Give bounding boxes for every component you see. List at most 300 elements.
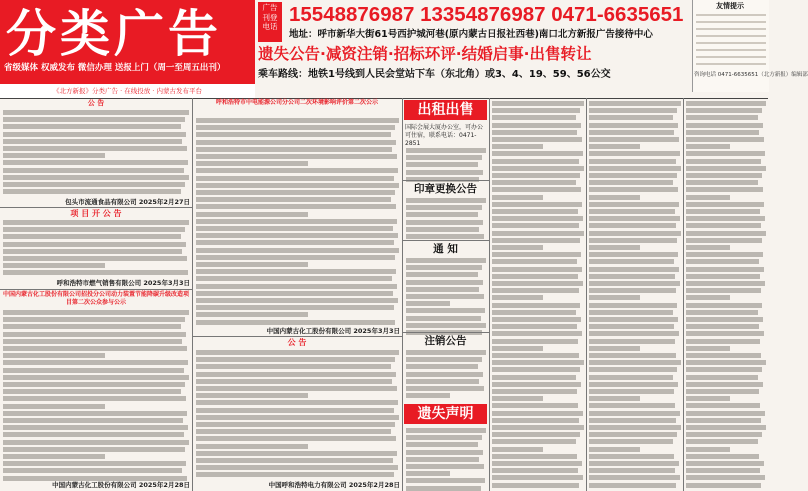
text-line — [492, 274, 578, 279]
text-line — [406, 212, 478, 217]
text-line — [686, 238, 762, 243]
text-line — [406, 162, 478, 167]
text-line — [589, 209, 675, 214]
column-divider — [586, 98, 587, 491]
text-line — [686, 245, 730, 250]
notice-signature: 呼和浩特市燃气销售有限公司 2025年3月3日 — [56, 279, 190, 287]
text-line — [589, 468, 675, 473]
text-line — [686, 295, 730, 300]
text-line — [3, 346, 187, 351]
text-line — [589, 223, 676, 228]
text-line — [492, 303, 580, 308]
text-line — [589, 375, 673, 380]
text-line — [196, 219, 397, 224]
text-line — [492, 238, 580, 243]
text-line — [406, 272, 478, 277]
notice-signature: 包头市流通食品有限公司 2025年2月27日 — [65, 198, 190, 206]
text-line — [492, 288, 579, 293]
text-line — [686, 202, 764, 207]
text-line — [3, 382, 185, 387]
text-line — [3, 332, 186, 337]
text-line — [589, 180, 673, 185]
text-line — [589, 288, 676, 293]
text-line — [196, 269, 396, 274]
text-line — [686, 439, 758, 444]
text-line — [196, 393, 308, 398]
phone-numbers: 15548876987 13354876987 0471-6635651 — [289, 3, 684, 26]
text-line — [589, 339, 675, 344]
text-line — [686, 123, 763, 128]
text-line — [196, 147, 392, 152]
notice-signature: 中国呼和浩特电力有限公司 2025年2月28日 — [268, 481, 400, 489]
text-line — [686, 468, 760, 473]
text-line — [589, 108, 677, 113]
text-line — [406, 198, 486, 203]
text-line — [492, 418, 579, 423]
text-line — [406, 393, 450, 398]
text-line — [589, 303, 677, 308]
text-line — [3, 175, 189, 180]
text-line — [196, 284, 397, 289]
text-line — [686, 360, 766, 365]
text-line — [686, 303, 762, 308]
text-line — [406, 170, 483, 175]
text-line — [492, 353, 579, 358]
text-line — [492, 281, 583, 286]
divider — [403, 180, 489, 181]
text-line — [196, 204, 396, 209]
text-line — [492, 144, 543, 149]
text-line — [589, 396, 640, 401]
column-divider — [683, 98, 684, 491]
text-line — [3, 454, 105, 459]
text-line — [406, 357, 482, 362]
text-line — [196, 176, 394, 181]
text-line — [589, 166, 681, 171]
text-line — [3, 432, 184, 437]
text-line — [589, 137, 679, 142]
bus-route: 乘车路线：地铁1号线到人民会堂站下车（东北角）或3、4、19、59、56公交 — [258, 69, 611, 80]
text-line — [589, 245, 640, 250]
text-line — [589, 411, 680, 416]
text-line — [589, 216, 680, 221]
text-line — [492, 367, 580, 372]
text-line — [589, 130, 674, 135]
text-line — [196, 262, 308, 267]
text-line — [3, 189, 181, 194]
text-line — [406, 155, 482, 160]
text-line — [492, 151, 583, 156]
text-line — [686, 216, 765, 221]
text-line — [589, 389, 674, 394]
divider — [0, 289, 192, 290]
text-line — [492, 317, 581, 322]
text-line — [589, 267, 679, 272]
tips-footer: 咨询电话 0471-6635651（北方新报）编辑部 — [694, 72, 808, 78]
text-line — [492, 252, 581, 257]
text-line — [3, 389, 181, 394]
text-line — [3, 440, 189, 445]
text-line — [686, 108, 762, 113]
text-line — [686, 396, 730, 401]
text-line — [589, 310, 673, 315]
text-line — [3, 447, 185, 452]
text-line — [492, 331, 582, 336]
column-divider — [192, 98, 193, 491]
text-line — [492, 468, 578, 473]
text-line — [196, 451, 397, 456]
text-line — [3, 418, 183, 423]
call-label: 广告 刊登 电话 — [258, 2, 282, 42]
text-line — [3, 411, 187, 416]
text-line — [492, 180, 576, 185]
notice-title: 中国内蒙古化工股份有限公司招投分公司动力装置节能降碳升级改造项目第二次公众参与公示 — [2, 291, 189, 306]
text-line — [492, 360, 584, 365]
text-line — [686, 389, 759, 394]
text-line — [406, 205, 482, 210]
text-line — [589, 475, 680, 480]
text-line — [196, 415, 399, 420]
section-header-lost: 遗失声明 — [404, 404, 487, 424]
text-line — [3, 476, 187, 481]
text-line — [589, 447, 640, 452]
text-line — [492, 425, 584, 430]
text-line — [492, 475, 583, 480]
text-line — [196, 422, 395, 427]
text-line — [3, 234, 181, 239]
text-line — [492, 245, 543, 250]
text-line — [492, 454, 577, 459]
text-line — [589, 252, 678, 257]
text-line — [196, 444, 308, 449]
text-line — [196, 161, 308, 166]
text-line — [3, 220, 189, 225]
text-line — [406, 258, 486, 263]
text-line — [3, 324, 181, 329]
text-line — [686, 195, 730, 200]
text-line — [406, 308, 485, 313]
text-line — [589, 187, 678, 192]
text-line — [196, 350, 399, 355]
text-line — [589, 331, 679, 336]
notice-title: 公 告 — [87, 99, 105, 107]
text-line — [492, 382, 581, 387]
text-line — [492, 202, 582, 207]
text-line — [406, 450, 483, 455]
text-line — [406, 386, 484, 391]
text-line — [196, 255, 395, 260]
tips-line — [696, 21, 766, 23]
text-line — [406, 234, 484, 239]
text-line — [589, 439, 673, 444]
text-line — [492, 195, 543, 200]
text-line — [686, 483, 761, 488]
text-line — [686, 367, 762, 372]
text-line — [589, 461, 679, 466]
text-line — [3, 256, 187, 261]
text-line — [3, 160, 188, 165]
text-line — [3, 310, 189, 315]
text-line — [492, 223, 579, 228]
text-line — [196, 379, 392, 384]
section-header-rent: 出租出售 — [404, 100, 487, 120]
section-header-cancel: 注销公告 — [424, 335, 467, 347]
text-line — [589, 231, 681, 236]
text-line — [406, 435, 482, 440]
text-line — [196, 212, 308, 217]
text-line — [196, 386, 397, 391]
text-line — [686, 231, 766, 236]
text-line — [3, 117, 185, 122]
column-divider — [402, 98, 403, 491]
text-line — [406, 379, 479, 384]
text-line — [589, 317, 678, 322]
text-line — [196, 183, 399, 188]
text-line — [589, 346, 640, 351]
text-line — [589, 367, 677, 372]
notice-title: 公 告 — [287, 338, 307, 347]
text-line — [196, 233, 398, 238]
text-line — [589, 274, 675, 279]
text-line — [686, 209, 760, 214]
divider — [403, 240, 489, 241]
tips-line — [696, 49, 766, 51]
text-line — [492, 389, 577, 394]
text-line — [3, 182, 185, 187]
address: 地址：呼市新华大街61号西护城河巷(原内蒙古日报社西巷)南口北方新报广告接待中心 — [289, 29, 653, 40]
text-line — [3, 270, 188, 275]
text-line — [3, 404, 105, 409]
text-line — [196, 291, 393, 296]
text-line — [3, 360, 188, 365]
text-line — [196, 357, 395, 362]
divider — [193, 336, 402, 337]
text-line — [196, 472, 394, 477]
text-line — [196, 400, 398, 405]
text-line — [3, 468, 182, 473]
text-line — [589, 454, 674, 459]
text-line — [3, 368, 184, 373]
text-line — [686, 180, 758, 185]
notice-title: 项 目 开 公 告 — [70, 209, 122, 218]
text-line — [492, 396, 543, 401]
text-line — [686, 173, 762, 178]
text-line — [492, 123, 581, 128]
tips-line — [696, 28, 766, 30]
text-line — [196, 320, 395, 325]
text-line — [492, 115, 576, 120]
text-line — [686, 252, 763, 257]
text-line — [686, 115, 758, 120]
text-line — [686, 130, 759, 135]
text-line — [406, 294, 484, 299]
text-line — [686, 223, 761, 228]
text-line — [589, 238, 677, 243]
text-line — [406, 287, 479, 292]
text-line — [492, 483, 579, 488]
tips-line — [696, 14, 766, 16]
text-line — [589, 382, 678, 387]
text-line — [686, 137, 764, 142]
tips-title: 友情提示 — [716, 2, 744, 10]
text-line — [492, 166, 584, 171]
text-line — [686, 259, 759, 264]
text-line — [686, 187, 763, 192]
text-line — [589, 123, 678, 128]
text-line — [686, 101, 766, 106]
text-line — [492, 209, 578, 214]
text-line — [196, 305, 394, 310]
text-line — [3, 132, 186, 137]
text-line — [589, 295, 640, 300]
tips-line — [696, 42, 766, 44]
text-line — [589, 483, 676, 488]
section-header-seal: 印章更换公告 — [414, 183, 477, 195]
text-line — [492, 137, 582, 142]
text-line — [589, 195, 640, 200]
text-line — [589, 159, 676, 164]
text-line — [3, 168, 184, 173]
text-line — [686, 281, 765, 286]
tips-line — [696, 56, 766, 58]
logo-title: 分类广告 — [6, 4, 222, 63]
text-line — [686, 274, 760, 279]
text-line — [196, 132, 391, 137]
text-line — [589, 101, 681, 106]
text-line — [196, 154, 397, 159]
text-line — [686, 331, 764, 336]
text-line — [406, 478, 485, 483]
text-line — [406, 457, 479, 462]
text-line — [3, 139, 182, 144]
logo-tagline: 省级媒体 权威发布 微信办理 送报上门（周一至周五出刊） — [4, 63, 226, 73]
text-line — [406, 486, 481, 491]
text-line — [406, 442, 478, 447]
text-line — [686, 267, 764, 272]
text-line — [3, 396, 186, 401]
text-line — [492, 461, 582, 466]
text-line — [686, 382, 763, 387]
text-line — [686, 353, 761, 358]
text-line — [196, 372, 396, 377]
text-line — [406, 372, 483, 377]
text-line — [589, 202, 679, 207]
tips-line — [696, 35, 766, 37]
text-line — [196, 436, 396, 441]
text-line — [492, 339, 578, 344]
text-line — [492, 267, 582, 272]
section-header-notice: 通 知 — [433, 243, 458, 255]
text-line — [196, 190, 395, 195]
text-line — [406, 265, 482, 270]
banner-tagline: 《北方新报》分类广告 · 在线投放 · 内蒙古发布平台 — [0, 84, 255, 98]
text-line — [589, 173, 677, 178]
text-line — [686, 324, 759, 329]
notice-title: 呼和浩特市中电能源公司分公司二次环境影响评价第二次公示 — [215, 99, 378, 106]
text-line — [3, 227, 185, 232]
text-line — [196, 408, 394, 413]
text-line — [406, 464, 484, 469]
text-line — [492, 130, 577, 135]
text-line — [686, 447, 730, 452]
notice-signature: 中国内蒙古化工股份有限公司 2025年3月3日 — [266, 327, 400, 335]
text-line — [196, 240, 394, 245]
text-line — [492, 346, 543, 351]
text-line — [196, 248, 399, 253]
text-line — [196, 465, 398, 470]
text-line — [589, 425, 681, 430]
text-line — [196, 140, 396, 145]
text-line — [589, 151, 680, 156]
text-line — [686, 317, 763, 322]
text-line — [686, 151, 765, 156]
text-line — [589, 360, 681, 365]
service-list: 遗失公告·减资注销·招标环评·结婚启事·出售转让 — [258, 45, 592, 63]
text-line — [686, 454, 759, 459]
text-line — [686, 166, 766, 171]
text-line — [686, 346, 730, 351]
text-line — [406, 227, 479, 232]
text-line — [196, 168, 398, 173]
text-line — [3, 263, 105, 268]
text-line — [196, 298, 398, 303]
text-line — [686, 475, 765, 480]
text-line — [686, 339, 760, 344]
text-line — [3, 110, 189, 115]
text-line — [406, 350, 486, 355]
text-line — [3, 249, 182, 254]
text-line — [492, 216, 583, 221]
text-line — [686, 375, 758, 380]
text-line — [406, 316, 481, 321]
text-line — [686, 403, 760, 408]
text-line — [406, 148, 486, 153]
text-line — [686, 425, 766, 430]
text-line — [686, 418, 761, 423]
text-line — [492, 187, 581, 192]
text-line — [196, 458, 393, 463]
text-line — [686, 432, 762, 437]
text-line — [406, 364, 478, 369]
text-line — [492, 324, 577, 329]
text-line — [492, 439, 576, 444]
text-line — [3, 375, 189, 380]
text-line — [589, 403, 675, 408]
text-line — [492, 432, 580, 437]
text-line — [589, 259, 674, 264]
text-line — [3, 339, 182, 344]
text-line — [589, 281, 680, 286]
text-line — [196, 276, 392, 281]
text-line — [406, 428, 486, 433]
text-line — [492, 259, 577, 264]
text-line — [686, 159, 761, 164]
text-line — [492, 403, 578, 408]
text-line — [3, 242, 186, 247]
text-line — [196, 125, 395, 130]
divider — [0, 207, 192, 208]
text-line — [589, 353, 676, 358]
text-line — [196, 226, 393, 231]
text-line — [686, 144, 730, 149]
text-line — [686, 310, 758, 315]
column-divider — [489, 98, 490, 491]
text-line — [3, 461, 186, 466]
text-line — [686, 288, 761, 293]
text-line — [589, 144, 640, 149]
text-line — [406, 280, 483, 285]
text-line — [589, 324, 674, 329]
